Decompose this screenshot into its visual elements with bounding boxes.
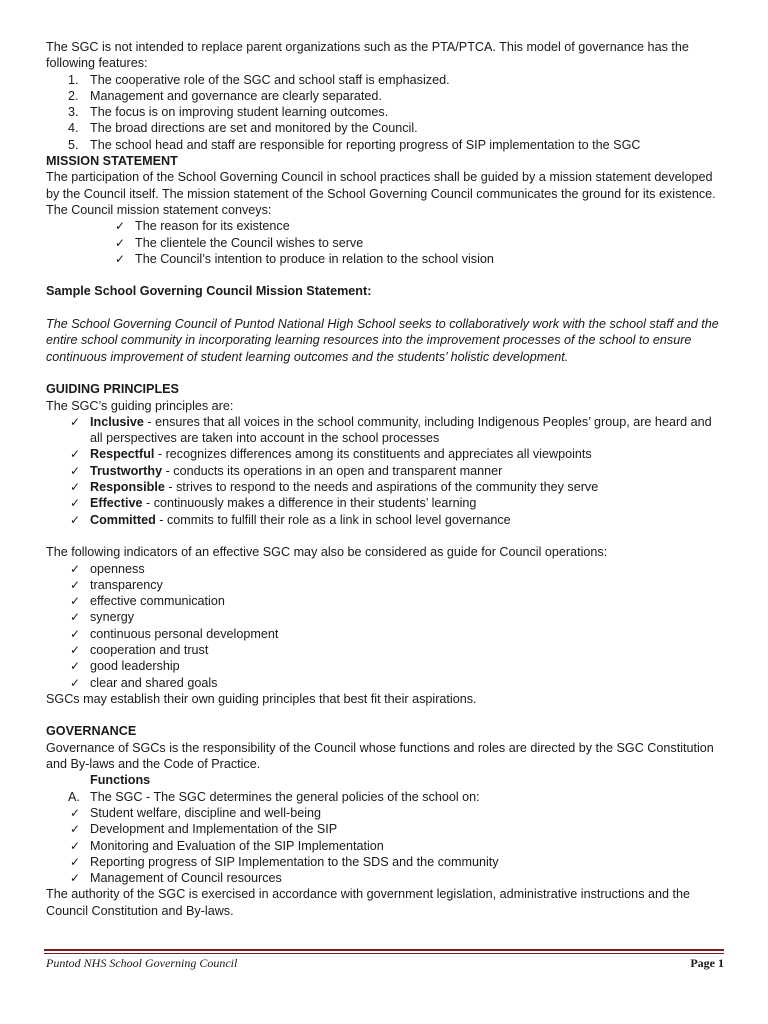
governance-paragraph: Governance of SGCs is the responsibility of the Council whose functions and roles are directed by the SGC Constitution and By-laws and the Code of Practice. xyxy=(46,740,714,772)
policies-list xyxy=(46,805,726,886)
list-item: ✓ Committed - commits to fulfill their role as a link in school level governance xyxy=(70,512,511,527)
functions-heading: Functions xyxy=(90,773,151,788)
check-icon: ✓ xyxy=(115,219,126,234)
list-item: ✓ good leadership xyxy=(70,659,180,674)
governance-heading: GOVERNANCE xyxy=(46,724,137,739)
list-item: ✓ Management of Council resources xyxy=(70,871,282,886)
check-icon: ✓ xyxy=(70,805,81,820)
sample-mission-text: The School Governing Council of Puntod National High School seeks to collaboratively work with the school staff and the entire school community in incorporating learning resources into the improvement processes of the school to ensure continuous improvement of student learning outcomes and the students’ holistic development. xyxy=(46,317,719,364)
check-icon: ✓ xyxy=(70,659,81,674)
list-item: ✓ continuous personal development xyxy=(70,626,279,641)
list-item: ✓ The Council’s intention to produce in relation to the school vision xyxy=(115,251,494,266)
check-icon: ✓ xyxy=(70,610,81,625)
check-icon: ✓ xyxy=(115,251,126,266)
list-item: ✓ effective communication xyxy=(70,594,225,609)
check-icon: ✓ xyxy=(70,463,81,478)
check-icon: ✓ xyxy=(115,235,126,250)
indicators-list xyxy=(46,561,726,691)
list-item: ✓ Development and Implementation of the SIP xyxy=(70,822,338,837)
check-icon: ✓ xyxy=(70,642,81,657)
indicators-intro: The following indicators of an effective SGC may also be considered as guide for Council operations: xyxy=(46,545,608,560)
list-item: ✓ synergy xyxy=(70,610,135,625)
list-item: ✓ Monitoring and Evaluation of the SIP Implementation xyxy=(70,838,384,853)
check-icon: ✓ xyxy=(70,414,81,429)
intro-text: The SGC is not intended to replace parent organizations such as the PTA/PTCA. This model of governance has the following features: xyxy=(46,40,689,71)
list-item: ✓ Trustworthy - conducts its operations in an open and transparent manner xyxy=(70,463,503,478)
list-item: ✓ Reporting progress of SIP Implementation to the SDS and the community xyxy=(70,854,499,869)
list-item: ✓ transparency xyxy=(70,577,163,592)
list-item: A. The SGC - The SGC determines the general policies of the school on: xyxy=(68,789,480,804)
guiding-intro: The SGC’s guiding principles are: xyxy=(46,398,234,413)
check-icon: ✓ xyxy=(70,838,81,853)
list-item: ✓ openness xyxy=(70,561,145,576)
list-item: 4. The broad directions are set and monitored by the Council. xyxy=(68,121,418,136)
page-number: Page 1 xyxy=(690,956,724,970)
mission-list xyxy=(46,218,726,267)
document-body xyxy=(46,39,726,919)
authority-paragraph: The authority of the SGC is exercised in accordance with government legislation, administrative instructions and the Council Constitution and By-laws. xyxy=(46,887,691,918)
list-item: 5. The school head and staff are responsible for reporting progress of SIP implementation to the SGC xyxy=(68,137,641,152)
list-item: ✓ Inclusive - ensures that all voices in the school community, including Indigenous Peoples’ group, are heard and all perspectives are taken into account in the school processes xyxy=(70,414,712,446)
mission-conveys: The Council mission statement conveys: xyxy=(46,202,272,217)
mission-heading: MISSION STATEMENT xyxy=(46,154,178,169)
list-item: ✓ clear and shared goals xyxy=(70,675,218,690)
list-item: ✓ The reason for its existence xyxy=(115,219,290,234)
check-icon: ✓ xyxy=(70,480,81,495)
list-item: 2. Management and governance are clearly separated. xyxy=(68,88,382,103)
check-icon: ✓ xyxy=(70,447,81,462)
list-item: ✓ Student welfare, discipline and well-being xyxy=(70,805,322,820)
check-icon: ✓ xyxy=(70,512,81,527)
mission-paragraph: The participation of the School Governing Council in school practices shall be guided by a mission statement developed by the Council itself. The mission statement of the School Governing Council communicates the ground for its existence. xyxy=(46,170,716,201)
list-item: ✓ Responsible - strives to respond to the needs and aspirations of the community they serve xyxy=(70,480,599,495)
check-icon: ✓ xyxy=(70,577,81,592)
principles-list xyxy=(46,414,726,528)
list-item: ✓ cooperation and trust xyxy=(70,642,209,657)
check-icon: ✓ xyxy=(70,675,81,690)
list-item: 3. The focus is on improving student learning outcomes. xyxy=(68,105,389,120)
footer-rule-thin xyxy=(44,953,724,954)
check-icon: ✓ xyxy=(70,626,81,641)
check-icon: ✓ xyxy=(70,871,81,886)
list-item: 1. The cooperative role of the SGC and school staff is emphasized. xyxy=(68,72,450,87)
check-icon: ✓ xyxy=(70,496,81,511)
footer-title: Puntod NHS School Governing Council xyxy=(46,956,238,970)
guiding-heading: GUIDING PRINCIPLES xyxy=(46,382,179,397)
list-item: ✓ Respectful - recognizes differences among its constituents and appreciates all viewpoints xyxy=(70,447,592,462)
check-icon: ✓ xyxy=(70,594,81,609)
features-list xyxy=(46,72,726,153)
guiding-closing: SGCs may establish their own guiding principles that best fit their aspirations. xyxy=(46,691,477,706)
sample-heading: Sample School Governing Council Mission Statement: xyxy=(46,284,372,299)
functions-list xyxy=(46,789,726,805)
check-icon: ✓ xyxy=(70,561,81,576)
list-item: ✓ The clientele the Council wishes to serve xyxy=(115,235,364,250)
footer-rule xyxy=(44,949,724,951)
check-icon: ✓ xyxy=(70,822,81,837)
list-item: ✓ Effective - continuously makes a difference in their students’ learning xyxy=(70,496,477,511)
check-icon: ✓ xyxy=(70,854,81,869)
